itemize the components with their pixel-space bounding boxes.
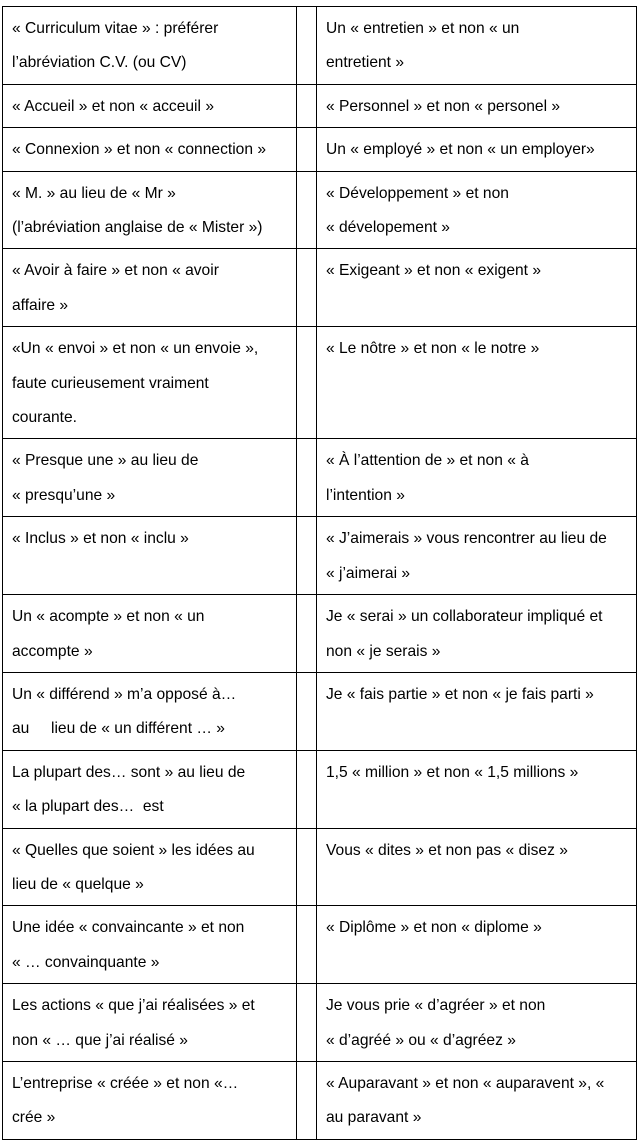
right-cell: « Développement » et non « dévelopement »: [317, 171, 637, 249]
right-cell: Vous « dites » et non pas « disez »: [317, 828, 637, 906]
spacer-cell: [297, 750, 317, 828]
spacer-cell: [297, 249, 317, 327]
left-cell: Un « différend » m’a opposé à… au lieu de « un différent … »: [3, 672, 297, 750]
table-row: [3, 750, 637, 828]
right-cell: « Diplôme » et non « diplome »: [317, 906, 637, 984]
right-cell: « Personnel » et non « personel »: [317, 84, 637, 127]
spacer-cell: [297, 984, 317, 1062]
spacer-cell: [297, 595, 317, 673]
table-row: [3, 171, 637, 249]
spacer-cell: [297, 906, 317, 984]
spelling-corrections-table: [2, 6, 637, 1140]
table-row: [3, 84, 637, 127]
spacer-cell: [297, 672, 317, 750]
table-row: [3, 595, 637, 673]
spacer-cell: [297, 439, 317, 517]
left-cell: L’entreprise « créée » et non «… crée »: [3, 1061, 297, 1139]
left-cell: Un « acompte » et non « un accompte »: [3, 595, 297, 673]
right-cell: Je « fais partie » et non « je fais parti »: [317, 672, 637, 750]
right-cell: « J’aimerais » vous rencontrer au lieu de « j’aimerai »: [317, 517, 637, 595]
right-cell: « Auparavant » et non « auparavent », « au paravant »: [317, 1061, 637, 1139]
left-cell: Une idée « convaincante » et non « … convainquante »: [3, 906, 297, 984]
spacer-cell: [297, 828, 317, 906]
table-body: [3, 7, 637, 1140]
right-cell: 1,5 « million » et non « 1,5 millions »: [317, 750, 637, 828]
spacer-cell: [297, 171, 317, 249]
spacer-cell: [297, 1061, 317, 1139]
table-row: [3, 128, 637, 171]
left-cell: «Un « envoi » et non « un envoie », faute curieusement vraiment courante.: [3, 327, 297, 439]
left-cell: « Quelles que soient » les idées au lieu de « quelque »: [3, 828, 297, 906]
spacer-cell: [297, 327, 317, 439]
spacer-cell: [297, 517, 317, 595]
left-cell: « Curriculum vitae » : préférer l’abréviation C.V. (ou CV): [3, 7, 297, 85]
table-row: [3, 984, 637, 1062]
table-row: [3, 1061, 637, 1139]
left-cell: « Presque une » au lieu de « presqu’une »: [3, 439, 297, 517]
table-row: [3, 327, 637, 439]
right-cell: « Le nôtre » et non « le notre »: [317, 327, 637, 439]
right-cell: Un « entretien » et non « un entretient »: [317, 7, 637, 85]
left-cell: La plupart des… sont » au lieu de « la plupart des… est: [3, 750, 297, 828]
table-row: [3, 672, 637, 750]
table-row: [3, 7, 637, 85]
spacer-cell: [297, 84, 317, 127]
right-cell: Un « employé » et non « un employer»: [317, 128, 637, 171]
right-cell: Je vous prie « d’agréer » et non « d’agréé » ou « d’agréez »: [317, 984, 637, 1062]
left-cell: « Accueil » et non « acceuil »: [3, 84, 297, 127]
left-cell: « M. » au lieu de « Mr » (l’abréviation anglaise de « Mister »): [3, 171, 297, 249]
right-cell: « Exigeant » et non « exigent »: [317, 249, 637, 327]
table-row: [3, 906, 637, 984]
left-cell: Les actions « que j’ai réalisées » et non « … que j’ai réalisé »: [3, 984, 297, 1062]
right-cell: Je « serai » un collaborateur impliqué et non « je serais »: [317, 595, 637, 673]
left-cell: « Connexion » et non « connection »: [3, 128, 297, 171]
spacer-cell: [297, 128, 317, 171]
table-row: [3, 828, 637, 906]
table-row: [3, 249, 637, 327]
right-cell: « À l’attention de » et non « à l’intention »: [317, 439, 637, 517]
table-row: [3, 517, 637, 595]
left-cell: « Avoir à faire » et non « avoir affaire »: [3, 249, 297, 327]
table-row: [3, 439, 637, 517]
left-cell: « Inclus » et non « inclu »: [3, 517, 297, 595]
spacer-cell: [297, 7, 317, 85]
